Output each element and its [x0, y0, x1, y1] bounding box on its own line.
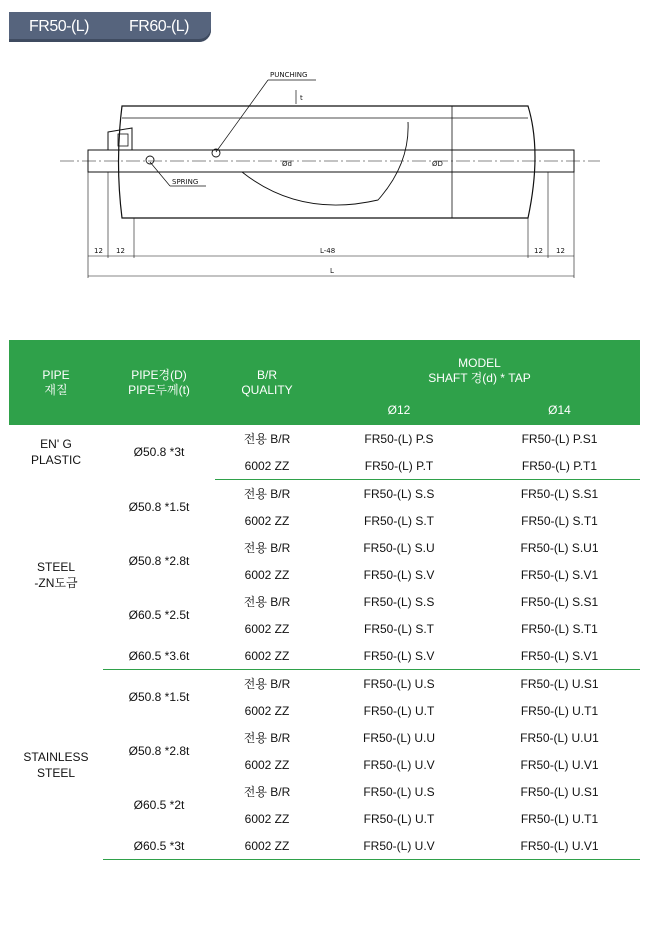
spec-table-body: [9, 425, 640, 860]
br-quality-cell: 전용 B/R: [243, 677, 291, 691]
br-quality-cell: 6002 ZZ: [244, 703, 290, 718]
thickness-label: t: [300, 94, 303, 102]
model-d14-cell: FR50-(L) S.S1: [520, 486, 599, 501]
dim-12-left-outer: 12: [94, 247, 103, 255]
model-d14-cell: FR50-(L) U.U1: [520, 730, 599, 745]
model-d12-cell: FR50-(L) P.T: [319, 452, 479, 480]
model-d14-cell: FR50-(L) U.V1: [479, 832, 640, 860]
table-row: [9, 425, 640, 452]
pipe-spec-cell: Ø60.5 *3t: [103, 832, 215, 860]
shaft-diameter-label: Ød: [282, 160, 292, 168]
spec-table: [9, 340, 640, 860]
header-br-quality: B/R QUALITY: [215, 340, 319, 425]
pipe-spec-cell: Ø50.8 *2.8t: [128, 744, 190, 758]
model-b-label: FR60-(L): [129, 18, 190, 35]
header-shaft-14: Ø14: [479, 395, 640, 425]
pipe-spec-cell: Ø50.8 *1.5t: [128, 690, 190, 704]
br-quality-cell: 6002 ZZ: [244, 757, 290, 772]
model-d14-cell: FR50-(L) S.V1: [479, 642, 640, 670]
pipe-spec-cell: Ø50.8 *1.5t: [128, 499, 190, 514]
dim-l: L: [330, 267, 334, 275]
spring-label: SPRING: [172, 178, 199, 186]
dim-12-right-inner: 12: [534, 247, 543, 255]
pipe-spec-cell: Ø50.8 *3t: [133, 445, 185, 460]
table-row: [9, 534, 640, 561]
br-quality-cell: 6002 ZZ: [244, 567, 290, 582]
model-d14-cell: FR50-(L) S.U1: [520, 540, 599, 555]
pipe-diameter-label: ØD: [432, 160, 443, 168]
model-d12-cell: FR50-(L) S.V: [363, 567, 435, 582]
br-quality-cell: 6002 ZZ: [244, 621, 290, 636]
model-a-label: FR50-(L): [29, 18, 90, 35]
br-quality-cell: 전용 B/R: [243, 785, 291, 799]
model-header-tab: [9, 12, 211, 42]
material-cell: STEEL -ZN도금: [34, 559, 78, 590]
br-quality-cell: 전용 B/R: [243, 487, 291, 501]
model-d14-cell: FR50-(L) U.S1: [520, 784, 599, 799]
model-d12-cell: FR50-(L) U.V: [319, 832, 479, 860]
table-row: [9, 778, 640, 805]
model-d14-cell: FR50-(L) U.S1: [520, 676, 599, 691]
table-row: [9, 724, 640, 751]
br-quality-cell: 6002 ZZ: [244, 513, 290, 528]
br-quality-cell: 6002 ZZ: [244, 811, 290, 826]
table-row: [9, 670, 640, 698]
pipe-spec-cell: Ø50.8 *2.8t: [128, 554, 190, 568]
br-quality-cell: 전용 B/R: [243, 432, 291, 446]
model-d14-cell: FR50-(L) S.T1: [521, 513, 598, 528]
header-pipe-diameter: PIPE경(D) PIPE두께(t): [103, 340, 215, 425]
spec-table-header: [9, 340, 640, 425]
model-d14-cell: FR50-(L) U.V1: [520, 757, 599, 772]
model-d12-cell: FR50-(L) S.T: [363, 513, 434, 528]
header-model: MODEL SHAFT 경(d) * TAP: [319, 340, 640, 395]
model-d12-cell: FR50-(L) U.V: [363, 757, 435, 772]
model-d12-cell: FR50-(L) U.U: [362, 730, 435, 745]
br-quality-cell: 6002 ZZ: [215, 832, 319, 860]
table-row: [9, 832, 640, 860]
br-quality-cell: 6002 ZZ: [215, 642, 319, 670]
model-d14-cell: FR50-(L) P.S1: [521, 431, 598, 446]
model-d12-cell: FR50-(L) S.U: [363, 540, 435, 555]
model-d12-cell: FR50-(L) U.T: [363, 703, 435, 718]
material-cell: STAINLESS STEEL: [23, 749, 89, 780]
dim-12-left-inner: 12: [116, 247, 125, 255]
roller-drawing: [0, 60, 647, 300]
model-d12-cell: FR50-(L) S.T: [363, 621, 434, 636]
material-cell: EN' G PLASTIC: [30, 437, 81, 468]
table-row: [9, 588, 640, 615]
br-quality-cell: 6002 ZZ: [215, 452, 319, 480]
header-pipe-material: PIPE 재질: [9, 340, 103, 425]
roller-body-outline: [119, 106, 536, 218]
model-d12-cell: FR50-(L) S.S: [363, 594, 435, 609]
pipe-spec-cell: Ø60.5 *3.6t: [103, 642, 215, 670]
model-d14-cell: FR50-(L) S.S1: [520, 594, 599, 609]
model-d12-cell: FR50-(L) P.S: [364, 431, 434, 446]
model-d12-cell: FR50-(L) U.S: [363, 784, 435, 799]
table-row: [9, 642, 640, 670]
br-quality-cell: 전용 B/R: [243, 541, 291, 555]
pipe-spec-cell: Ø60.5 *2.5t: [128, 608, 190, 622]
model-d14-cell: FR50-(L) S.T1: [521, 621, 598, 636]
model-d12-cell: FR50-(L) U.T: [363, 811, 435, 826]
model-d14-cell: FR50-(L) U.T1: [520, 703, 599, 718]
model-d14-cell: FR50-(L) P.T1: [479, 452, 640, 480]
model-d14-cell: FR50-(L) U.T1: [520, 811, 599, 826]
model-d12-cell: FR50-(L) U.S: [363, 676, 435, 691]
table-row: [9, 480, 640, 508]
br-quality-cell: 전용 B/R: [243, 595, 291, 609]
header-shaft-12: Ø12: [319, 395, 479, 425]
pipe-spec-cell: Ø60.5 *2t: [133, 798, 185, 812]
dim-12-right-outer: 12: [556, 247, 565, 255]
model-d14-cell: FR50-(L) S.V1: [520, 567, 599, 582]
model-d12-cell: FR50-(L) S.S: [363, 486, 435, 501]
br-quality-cell: 전용 B/R: [243, 731, 291, 745]
punching-label: PUNCHING: [270, 71, 308, 79]
model-d12-cell: FR50-(L) S.V: [319, 642, 479, 670]
dim-l-48: L-48: [320, 247, 336, 255]
